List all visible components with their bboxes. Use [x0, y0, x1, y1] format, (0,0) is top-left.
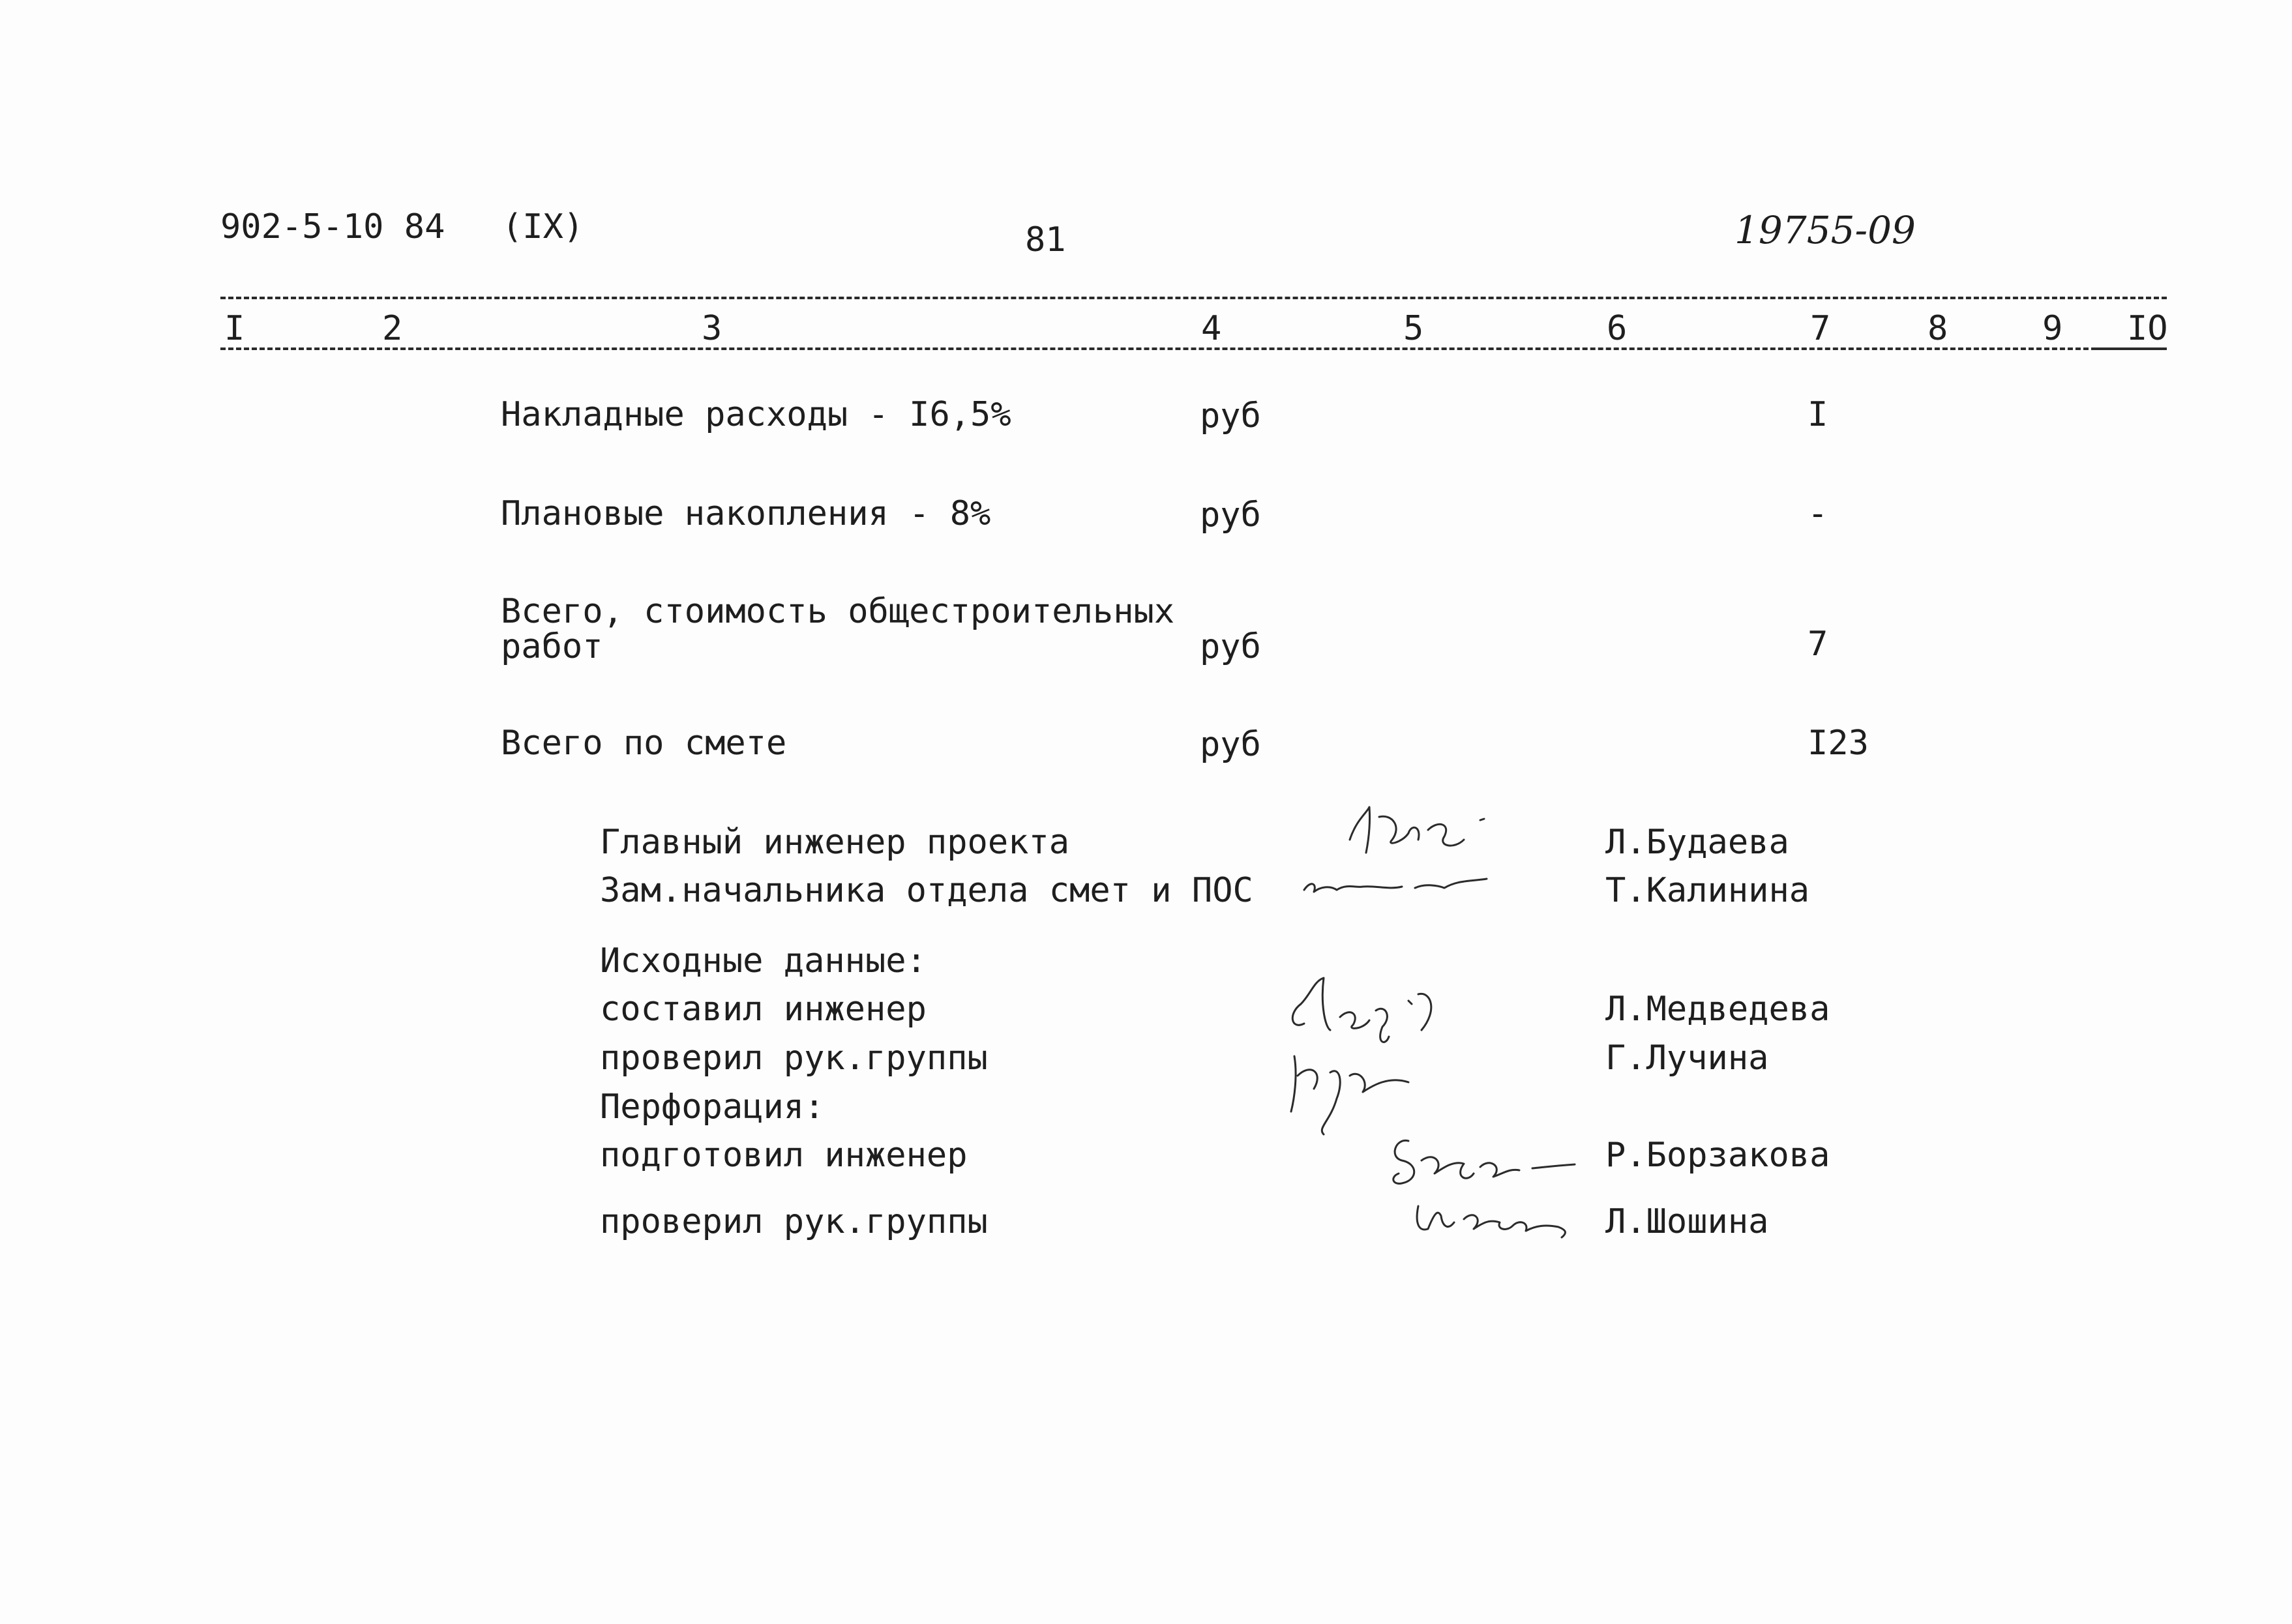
part-label: (IX) [502, 207, 584, 246]
inv-number: 19755-09 [1734, 208, 1916, 252]
row-name-line2: работ [501, 627, 603, 666]
signer-person: Т.Калинина [1605, 871, 1810, 910]
signer-role: проверил рук.группы [600, 1202, 988, 1241]
row-name-line1: Всего, стоимость общестроительных [501, 592, 1175, 631]
col-number: 2 [380, 312, 405, 346]
signer-person: Л.Медведева [1605, 990, 1830, 1029]
col-number: 3 [699, 312, 724, 346]
doc-code: 902-5-10 84 [220, 207, 445, 246]
row-value: 7 [1808, 625, 1828, 664]
row-value: - [1808, 494, 1828, 533]
header-bottom-rule [220, 347, 2167, 350]
signer-person: Л.Шошина [1605, 1202, 1769, 1241]
col-number: 7 [1808, 312, 1833, 346]
section-label: Исходные данные: [600, 941, 927, 981]
col-number: 4 [1198, 312, 1224, 346]
col-number: 5 [1401, 312, 1426, 346]
signer-role: подготовил инженер [600, 1136, 968, 1175]
col-number: IO [2124, 312, 2171, 346]
page-number: 81 [1025, 220, 1066, 259]
col-number: 8 [1925, 312, 1950, 346]
signature-shoshina [1402, 1187, 1598, 1245]
signer-role: Зам.начальника отдела смет и ПОС [600, 871, 1253, 910]
row-unit: руб [1200, 725, 1261, 764]
row-name: Плановые накопления - 8% [501, 494, 991, 533]
col-number: 6 [1604, 312, 1630, 346]
signer-role: составил инженер [600, 990, 927, 1029]
row-value: I23 [1808, 724, 1869, 763]
row-unit: руб [1200, 495, 1261, 535]
signer-role: Главный инженер проекта [600, 823, 1070, 862]
signature-kalinina [1298, 861, 1506, 906]
signature-budaeva [1330, 794, 1526, 866]
row-name: Всего по смете [501, 724, 787, 763]
header-top-rule [220, 297, 2167, 299]
signer-role: проверил рук.группы [600, 1039, 988, 1078]
row-name: Накладные расходы - I6,5% [501, 395, 1011, 434]
signature-luchina [1278, 1037, 1448, 1134]
signer-person: Р.Борзакова [1605, 1136, 1830, 1175]
row-unit: руб [1200, 627, 1261, 666]
col-number: 9 [2040, 312, 2065, 346]
col-number: I [222, 312, 247, 346]
row-value: I [1808, 395, 1828, 434]
signer-person: Л.Будаева [1605, 823, 1789, 862]
signer-person: Г.Лучина [1605, 1039, 1769, 1078]
section-label: Перфорация: [600, 1087, 825, 1127]
row-unit: руб [1200, 396, 1261, 436]
